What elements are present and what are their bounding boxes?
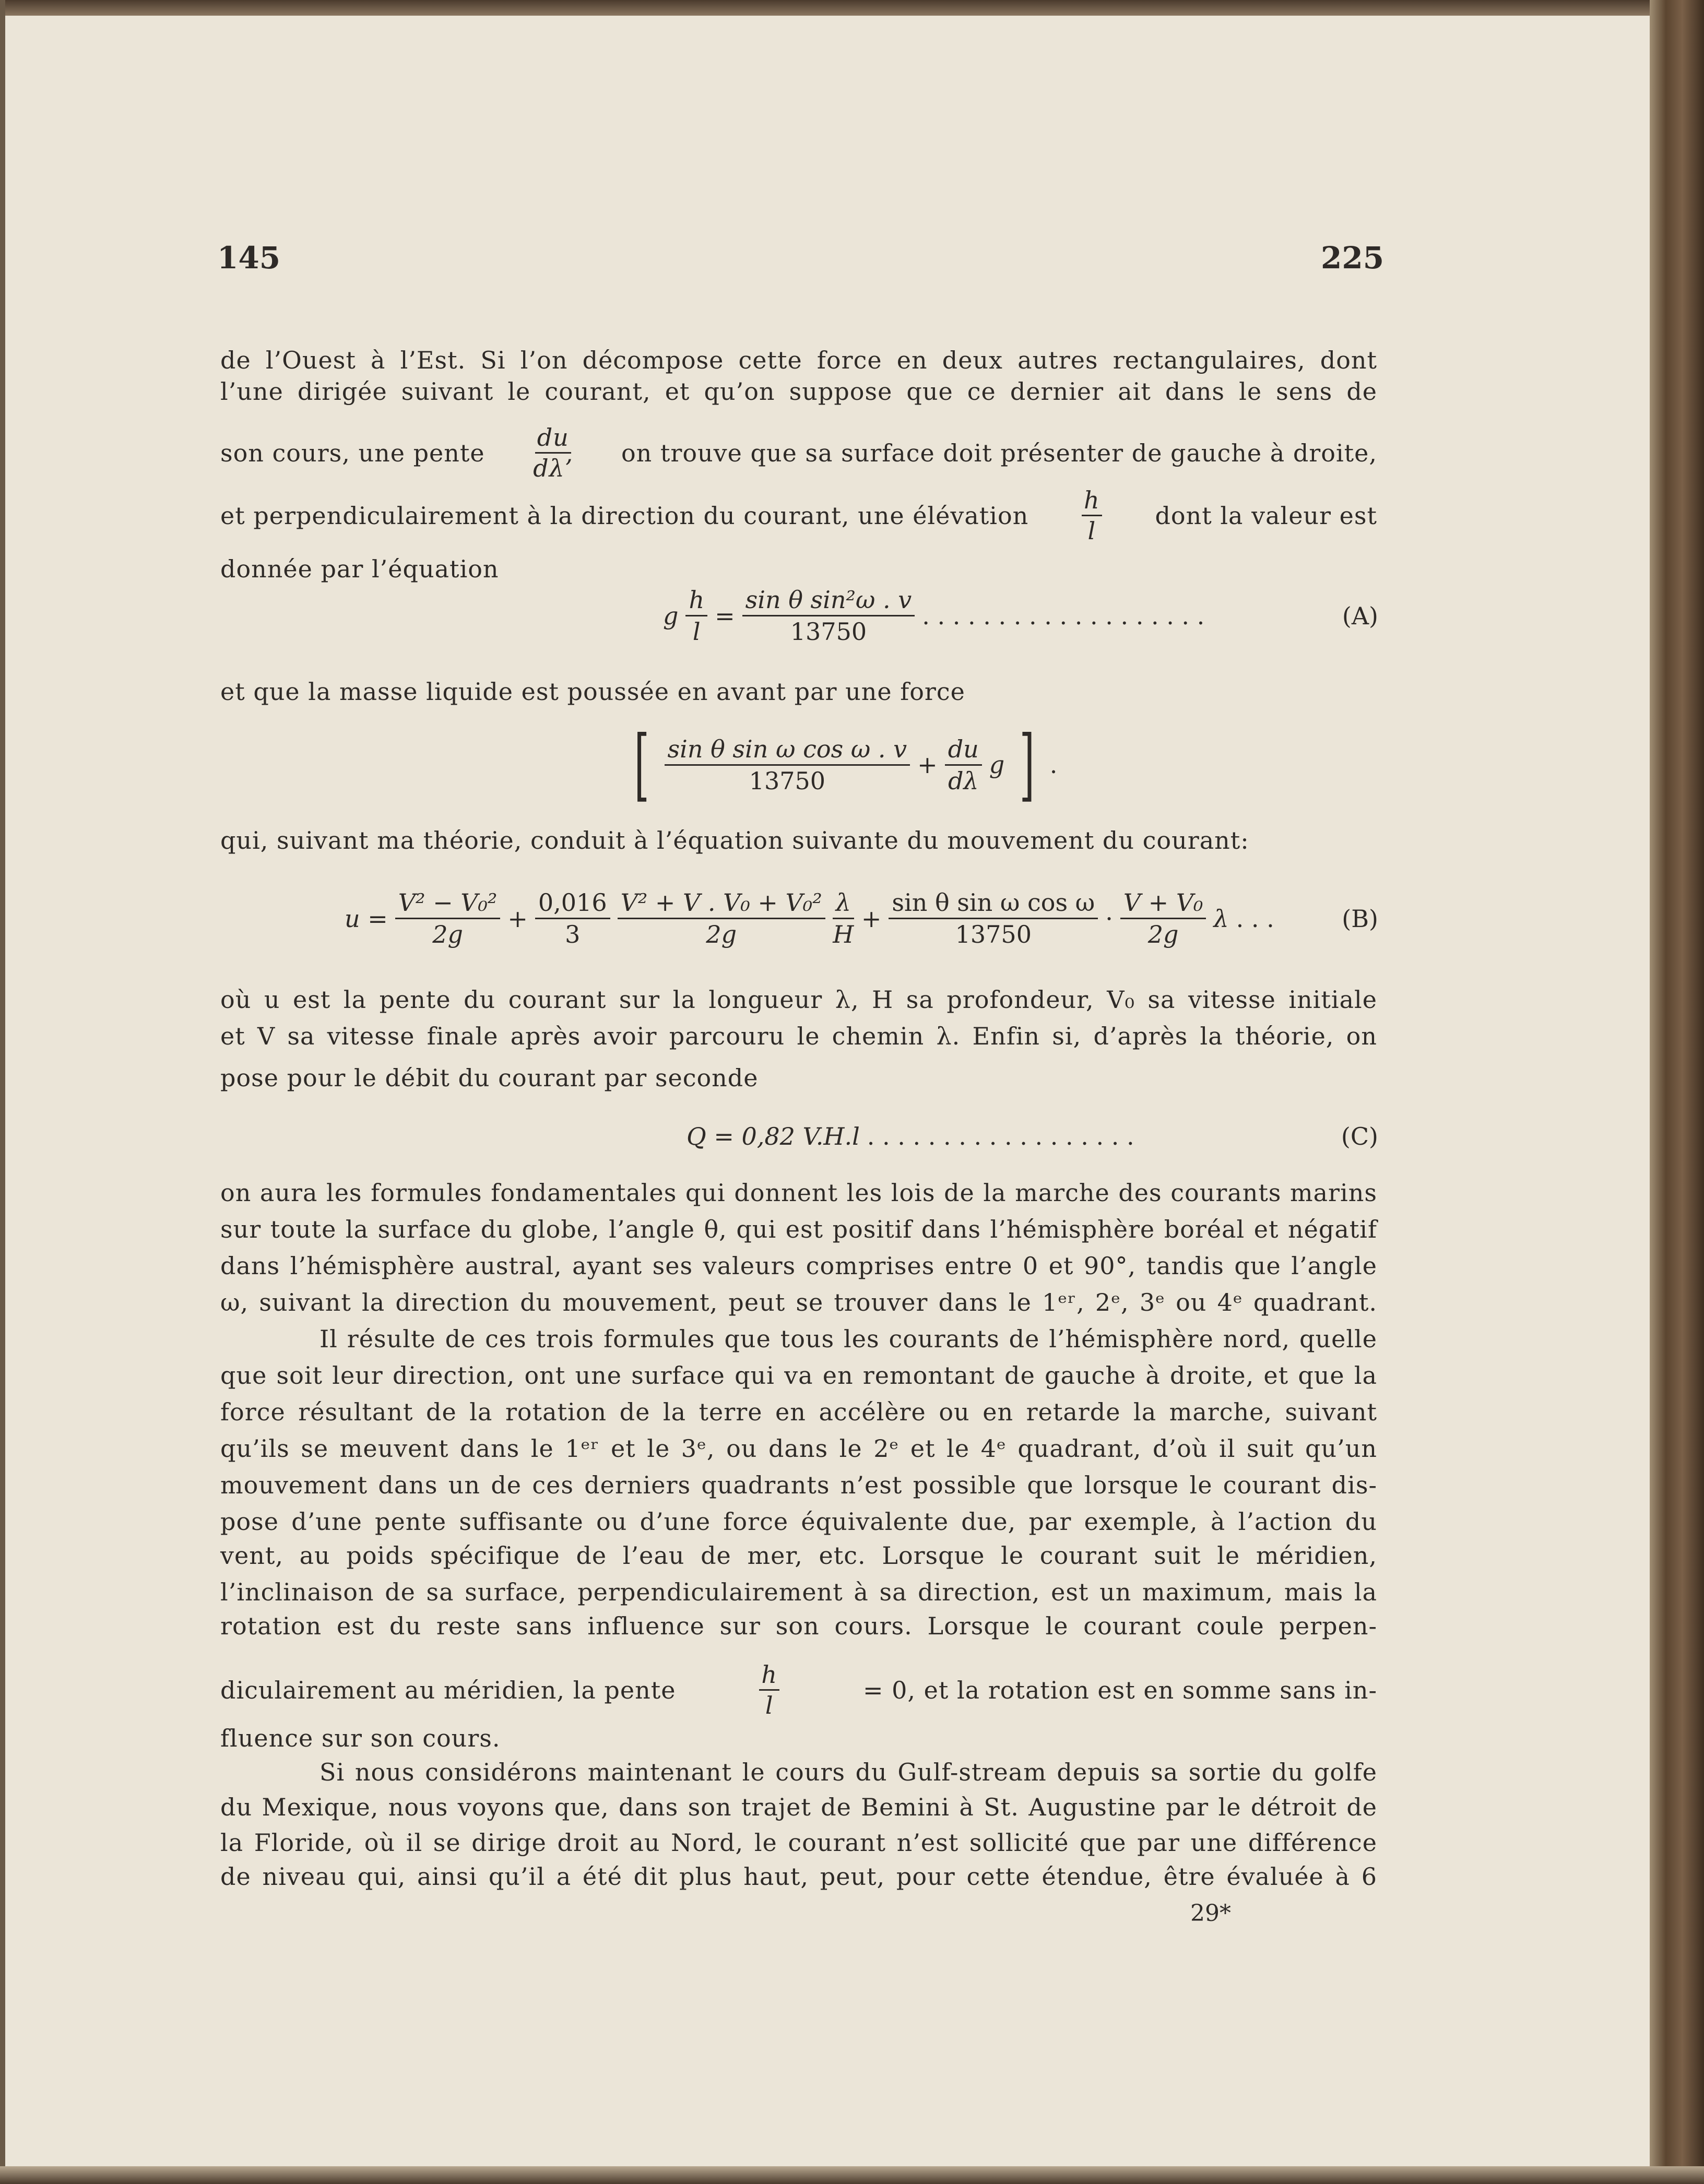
denominator: l: [765, 1691, 774, 1719]
text-line: et que la masse liquide est poussée en avant par une force: [220, 678, 965, 706]
text-line: de niveau qui, ainsi qu’il a été dit plus haut, peut, pour cette étendue, être évaluée à 6: [220, 1862, 1377, 1891]
numerator: V² − V₀²: [395, 887, 501, 919]
text-line: Si nous considérons maintenant le cours du Gulf-stream depuis sa sortie du golfe: [320, 1758, 1377, 1786]
numerator: h: [759, 1660, 779, 1691]
text-line: que soit leur direction, ont une surface qui va en remontant de gauche à droite, et que la: [220, 1361, 1377, 1390]
fraction: [665, 734, 910, 796]
eq-symbol: g: [989, 751, 1005, 779]
eq-symbol: =: [715, 601, 735, 630]
fraction-h-l: [1082, 485, 1102, 545]
fraction: [1120, 887, 1206, 949]
denominator: 2g: [1147, 920, 1179, 948]
text-line: rotation est du reste sans influence sur son cours. Lorsque le courant coule perpen-: [220, 1612, 1377, 1640]
numerator: sin θ sin²ω . v: [742, 585, 915, 616]
leader-dots: . . . . . . . . . . . . . . . . . . .: [922, 601, 1205, 630]
text-fragment: et perpendiculairement à la direction du courant, une élévation: [220, 501, 1029, 530]
fraction: [395, 887, 501, 949]
page-bottom-edge: [0, 2166, 1704, 2184]
equation-tag: (A): [1342, 601, 1378, 630]
eq-symbol: u =: [345, 904, 388, 933]
text-line: sur toute la surface du globe, l’angle θ, qui est positif dans l’hémisphère boréal et négatif: [220, 1215, 1377, 1243]
eq-symbol: g: [663, 601, 679, 630]
text-line: et V sa vitesse finale après avoir parcouru le chemin λ. Enfin si, d’après la théorie, on: [220, 1022, 1377, 1050]
text-fragment: diculairement au méridien, la pente: [220, 1676, 676, 1704]
bracket: ]: [1019, 719, 1035, 810]
equation-tag: (C): [1341, 1122, 1378, 1150]
text-fragment: dont la valeur est: [1155, 501, 1377, 530]
denominator: 2g: [706, 920, 737, 948]
text-line: du Mexique, nous voyons que, dans son trajet de Bemini à St. Augustine par le détroit de: [220, 1793, 1377, 1821]
text-fragment: = 0, et la rotation est en somme sans in-: [862, 1676, 1377, 1704]
equation-b: [345, 887, 1378, 949]
denominator: 3: [565, 920, 581, 948]
text-line: l’inclinaison de sa surface, perpendiculairement à sa direction, est un maximum, mais la: [220, 1578, 1377, 1606]
fraction: [618, 887, 825, 949]
text-line: [220, 423, 1377, 483]
fraction: [742, 585, 915, 647]
text-line: pose pour le débit du courant par seconde: [220, 1064, 759, 1092]
text-line: on aura les formules fondamentales qui donnent les lois de la marche des courants marins: [220, 1179, 1377, 1207]
text-fragment: son cours, une pente: [220, 438, 485, 467]
signature-mark: 29*: [1190, 1900, 1231, 1927]
denominator: l: [692, 618, 701, 646]
equation-force: [626, 719, 1058, 810]
numerator: h: [1082, 485, 1102, 516]
denominator: 13750: [955, 920, 1032, 948]
numerator: du: [535, 423, 571, 454]
book-binding: [1650, 0, 1704, 2184]
text-line: dans l’hémisphère austral, ayant ses valeurs comprises entre 0 et 90°, tandis que l’angle: [220, 1252, 1377, 1280]
text-line: où u est la pente du courant sur la longueur λ, H sa profondeur, V₀ sa vitesse initiale: [220, 986, 1377, 1014]
bracket: [: [634, 719, 649, 810]
fraction: [685, 585, 707, 647]
eq-symbol: +: [917, 751, 938, 779]
text-line: force résultant de la rotation de la terre en accélère ou en retarde la marche, suivant: [220, 1398, 1377, 1426]
fraction: [535, 887, 610, 949]
denominator: 2g: [432, 920, 463, 948]
fraction: [833, 887, 854, 949]
text-line: vent, au poids spécifique de l’eau de mer, etc. Lorsque le courant suit le méridien,: [220, 1541, 1377, 1570]
text-fragment: on trouve que sa surface doit présenter de gauche à droite,: [621, 438, 1377, 467]
equation-a: [663, 585, 1378, 647]
text-line: donnée par l’équation: [220, 555, 499, 583]
equation-tag: (B): [1342, 904, 1378, 933]
fraction: [945, 734, 982, 796]
eq-symbol: ·: [1105, 904, 1113, 933]
fraction-h-l: [759, 1660, 779, 1720]
numerator: V² + V . V₀ + V₀²: [618, 887, 825, 919]
numerator: V + V₀: [1120, 887, 1206, 919]
denominator: l: [1087, 517, 1096, 545]
denominator: dλ: [948, 766, 979, 795]
text-line: [220, 485, 1377, 545]
text-line: qu’ils se meuvent dans le 1ᵉʳ et le 3ᵉ, ou dans le 2ᵉ et le 4ᵉ quadrant, d’où il suit qu’un: [220, 1434, 1377, 1463]
page-number-left: 145: [217, 240, 281, 276]
numerator: sin θ sin ω cos ω: [889, 887, 1098, 919]
fraction-du-dlambda: [533, 423, 573, 483]
text-line: Il résulte de ces trois formules que tous les courants de l’hémisphère nord, quelle: [320, 1325, 1377, 1353]
eq-expression: Q = 0,82 V.H.l: [687, 1122, 860, 1150]
denominator: H: [833, 920, 854, 948]
text-line: [220, 1660, 1377, 1720]
denominator: dλ’: [533, 454, 573, 482]
text-line: fluence sur son cours.: [220, 1724, 501, 1752]
leader-dots: . . .: [1236, 904, 1274, 933]
numerator: h: [685, 585, 707, 616]
equation-c: [687, 1122, 1378, 1150]
text-line: qui, suivant ma théorie, conduit à l’équation suivante du mouvement du courant:: [220, 826, 1249, 854]
numerator: 0,016: [535, 887, 610, 919]
numerator: sin θ sin ω cos ω . v: [665, 734, 910, 766]
numerator: λ: [833, 887, 854, 919]
text-line: l’une dirigée suivant le courant, et qu’on suppose que ce dernier ait dans le sens de: [220, 377, 1377, 406]
denominator: 13750: [790, 618, 867, 646]
text-line: la Floride, où il se dirige droit au Nord, le courant n’est sollicité que par une différence: [220, 1829, 1377, 1857]
fraction: [889, 887, 1098, 949]
page-number-right: 225: [1321, 240, 1384, 276]
page-top-edge: [0, 0, 1704, 16]
page-left-edge: [0, 0, 5, 2184]
eq-symbol: λ: [1213, 904, 1229, 933]
numerator: du: [945, 734, 982, 766]
eq-symbol: +: [507, 904, 528, 933]
text-line: pose d’une pente suffisante ou d’une force équivalente due, par exemple, à l’action du: [220, 1508, 1377, 1536]
text-line: mouvement dans un de ces derniers quadrants n’est possible que lorsque le courant dis-: [220, 1471, 1377, 1499]
denominator: 13750: [749, 766, 826, 795]
eq-symbol: +: [861, 904, 882, 933]
text-line: de l’Ouest à l’Est. Si l’on décompose cette force en deux autres rectangulaires, dont: [220, 346, 1377, 374]
eq-symbol: .: [1049, 751, 1058, 779]
leader-dots: . . . . . . . . . . . . . . . . . .: [867, 1122, 1134, 1150]
text-line: ω, suivant la direction du mouvement, peut se trouver dans le 1ᵉʳ, 2ᵉ, 3ᵉ ou 4ᵉ quadrant.: [220, 1288, 1377, 1316]
